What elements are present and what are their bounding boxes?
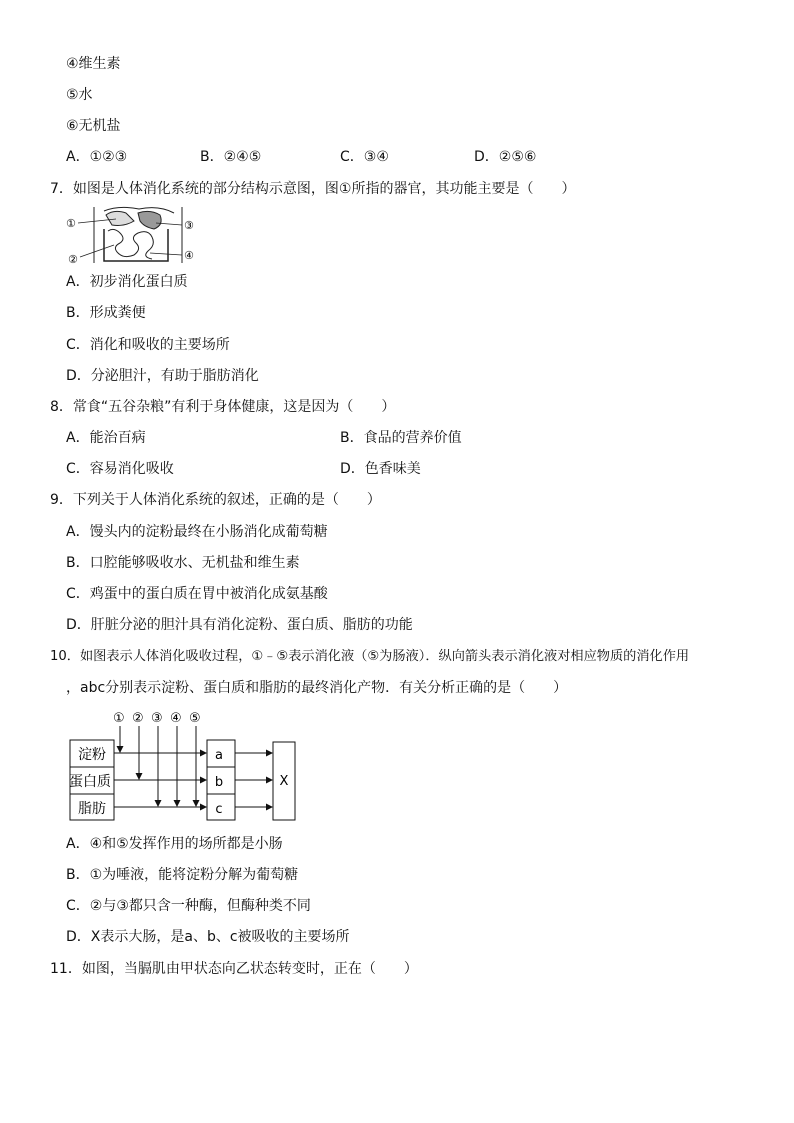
- fig7-label-3: ③: [184, 219, 194, 232]
- substance-fat: 脂肪: [78, 801, 106, 817]
- q11-stem: 11．如图，当膈肌由甲状态向乙状态转变时，正在（ ）: [50, 961, 418, 977]
- q6-option-d: D．②⑤⑥: [474, 149, 537, 165]
- q7-option-c: C．消化和吸收的主要场所: [66, 337, 230, 353]
- q8-stem: 8．常食“五谷杂粮”有利于身体健康，这是因为（ ）: [50, 399, 396, 415]
- q9-option-a: A．馒头内的淀粉最终在小肠消化成葡萄糖: [66, 524, 328, 540]
- q9-option-c: C．鸡蛋中的蛋白质在胃中被消化成氨基酸: [66, 586, 328, 602]
- q9-stem: 9．下列关于人体消化系统的叙述，正确的是（ ）: [50, 492, 381, 508]
- q9-option-d: D．肝脏分泌的胆汁具有消化淀粉、蛋白质、脂肪的功能: [66, 617, 413, 633]
- q10-option-b: B．①为唾液，能将淀粉分解为葡萄糖: [66, 867, 299, 883]
- juice-label-5: ⑤: [189, 711, 201, 726]
- q8-option-b: B．食品的营养价值: [340, 430, 462, 446]
- product-b: b: [214, 775, 224, 790]
- product-a: a: [215, 748, 223, 763]
- q7-option-a: A．初步消化蛋白质: [66, 274, 188, 290]
- fig7-label-1: ①: [66, 217, 76, 230]
- digestive-system-figure: [64, 205, 204, 265]
- q7-option-b: B．形成粪便: [66, 305, 146, 321]
- q6-item-4: ④维生素: [66, 56, 121, 72]
- substance-protein: 蛋白质: [69, 774, 111, 790]
- substance-starch: 淀粉: [78, 747, 106, 763]
- q10-option-a: A．④和⑤发挥作用的场所都是小肠: [66, 836, 283, 852]
- juice-label-2: ②: [132, 711, 144, 726]
- q10-stem-line1: 10．如图表示人体消化吸收过程，①﹣⑤表示消化液（⑤为肠液）．纵向箭头表示消化液对相应物质的消化作用: [50, 649, 690, 664]
- q7-option-d: D．分泌胆汁，有助于脂肪消化: [66, 368, 259, 384]
- juice-label-3: ③: [151, 711, 163, 726]
- fig7-label-2: ②: [68, 253, 78, 265]
- q8-option-a: A．能治百病: [66, 430, 146, 446]
- q7-stem: 7．如图是人体消化系统的部分结构示意图，图①所指的器官，其功能主要是（ ）: [50, 181, 576, 197]
- product-c: c: [215, 802, 223, 817]
- digestion-process-figure: [68, 706, 308, 824]
- q8-option-d: D．色香味美: [340, 461, 421, 477]
- q9-option-b: B．口腔能够吸收水、无机盐和维生素: [66, 555, 300, 571]
- q10-option-d: D．X表示大肠，是a、b、c被吸收的主要场所: [66, 929, 350, 945]
- q10-stem-line2: ，abc分别表示淀粉、蛋白质和脂肪的最终消化产物．有关分析正确的是（ ）: [66, 680, 568, 696]
- absorption-site-x: X: [279, 774, 289, 789]
- q6-option-b: B．②④⑤: [200, 149, 262, 165]
- q6-option-c: C．③④: [340, 149, 389, 165]
- fig7-label-4: ④: [184, 249, 194, 262]
- q8-option-c: C．容易消化吸收: [66, 461, 174, 477]
- q6-item-5: ⑤水: [66, 87, 93, 103]
- juice-label-1: ①: [113, 711, 125, 726]
- q6-option-a: A．①②③: [66, 149, 128, 165]
- q10-option-c: C．②与③都只含一种酶，但酶种类不同: [66, 898, 311, 914]
- q6-item-6: ⑥无机盐: [66, 118, 121, 134]
- juice-label-4: ④: [170, 711, 182, 726]
